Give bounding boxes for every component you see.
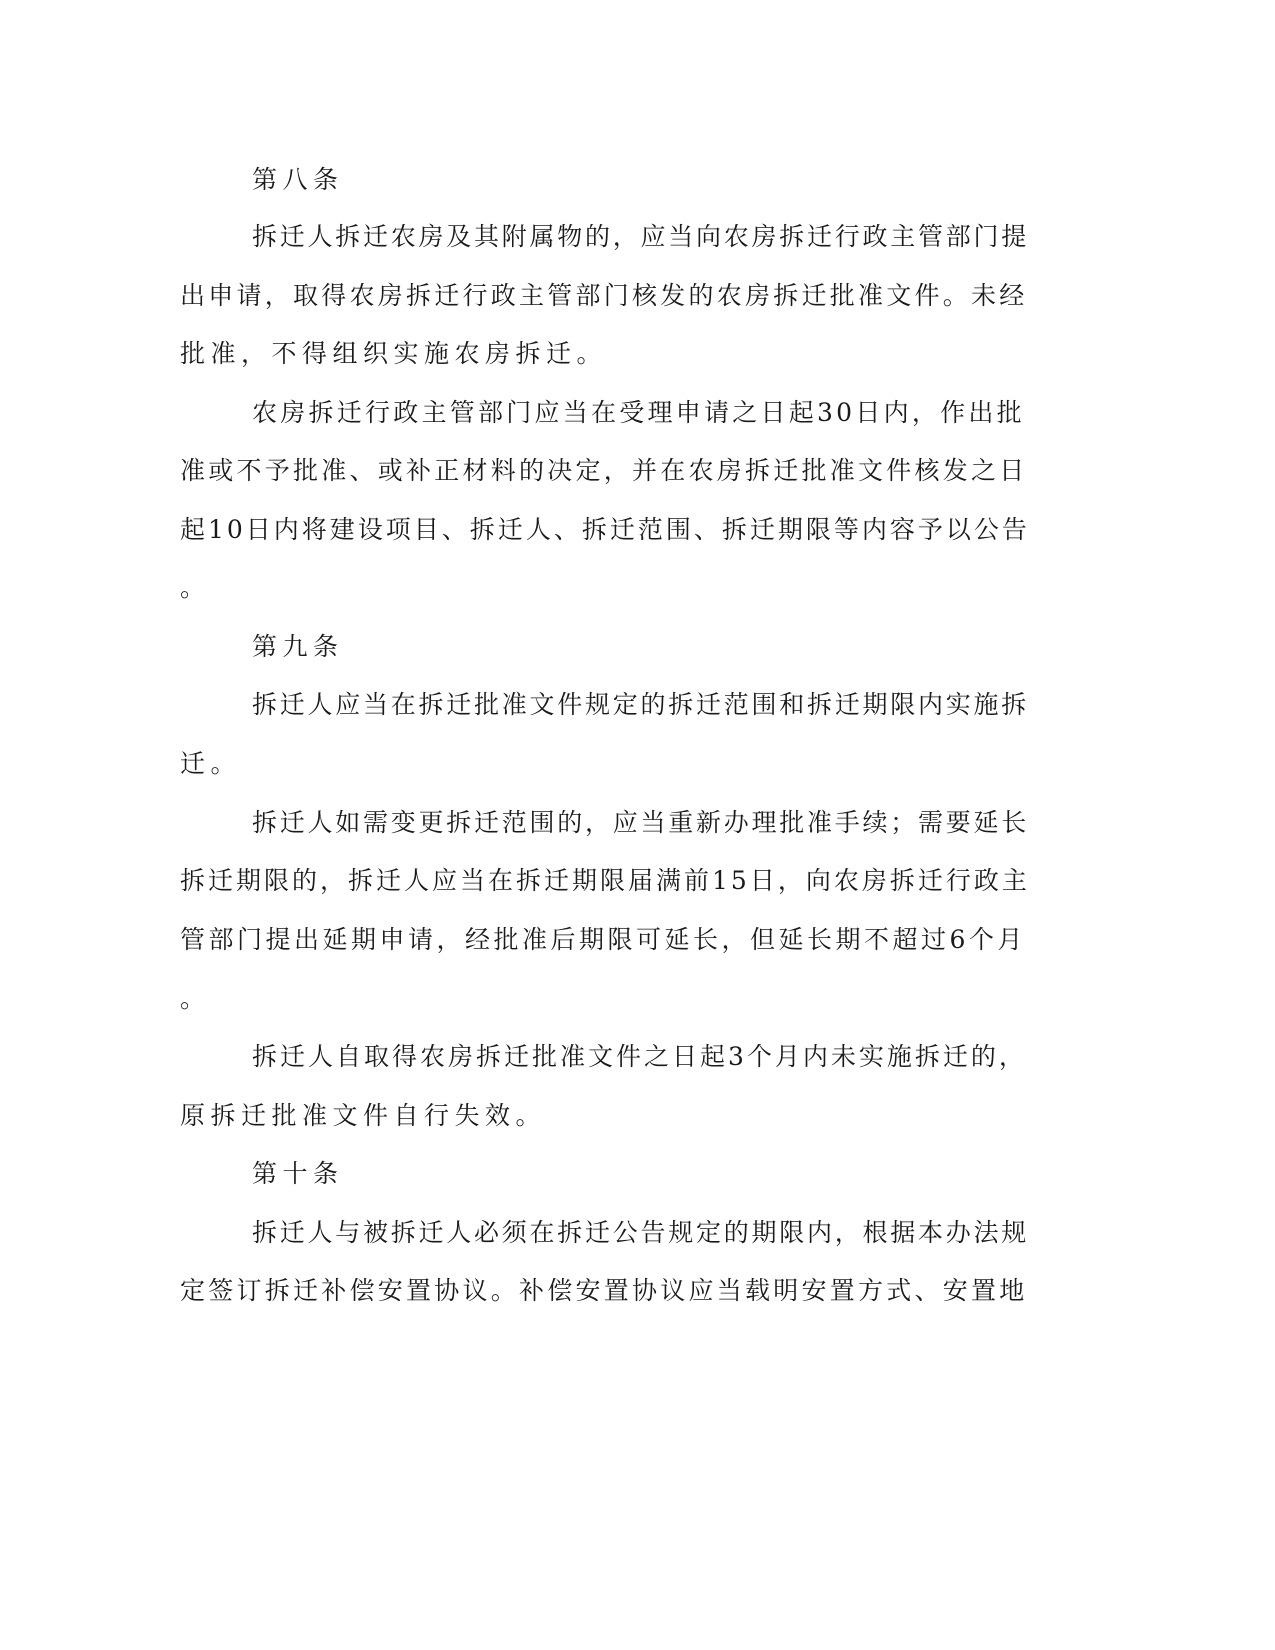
article-10-heading: 第十条: [252, 1159, 344, 1188]
text-line: 定签订拆迁补偿安置协议。补偿安置协议应当载明安置方式、安置地: [180, 1276, 1028, 1305]
text-line: 迁。: [180, 749, 242, 778]
article-8-heading: 第八条: [252, 165, 344, 194]
text-line: 出申请，取得农房拆迁行政主管部门核发的农房拆迁批准文件。未经: [180, 281, 1028, 310]
text-line: 拆迁期限的，拆迁人应当在拆迁期限届满前15日，向农房拆迁行政主: [180, 866, 1030, 895]
text-line: 。: [180, 984, 206, 1013]
text-line: 准或不予批准、或补正材料的决定，并在农房拆迁批准文件核发之日: [180, 456, 1028, 485]
text-line: 起10日内将建设项目、拆迁人、拆迁范围、拆迁期限等内容予以公告: [180, 515, 1030, 544]
text-line: 拆迁人与被拆迁人必须在拆迁公告规定的期限内，根据本办法规: [252, 1218, 1030, 1247]
article-9-heading: 第九条: [252, 632, 344, 661]
text-line: 拆迁人自取得农房拆迁批准文件之日起3个月内未实施拆迁的，: [252, 1042, 1027, 1071]
text-line: 拆迁人应当在拆迁批准文件规定的拆迁范围和拆迁期限内实施拆: [252, 690, 1030, 719]
text-line: 拆迁人拆迁农房及其附属物的，应当向农房拆迁行政主管部门提: [252, 222, 1030, 251]
text-line: 管部门提出延期申请，经批准后期限可延长，但延长期不超过6个月: [180, 925, 1026, 954]
text-line: 农房拆迁行政主管部门应当在受理申请之日起30日内，作出批: [252, 398, 1025, 427]
text-line: 。: [180, 573, 206, 602]
text-line: 批准，不得组织实施农房拆迁。: [180, 339, 608, 368]
text-line: 原拆迁批准文件自行失效。: [180, 1101, 547, 1130]
text-line: 拆迁人如需变更拆迁范围的，应当重新办理批准手续；需要延长: [252, 808, 1030, 837]
